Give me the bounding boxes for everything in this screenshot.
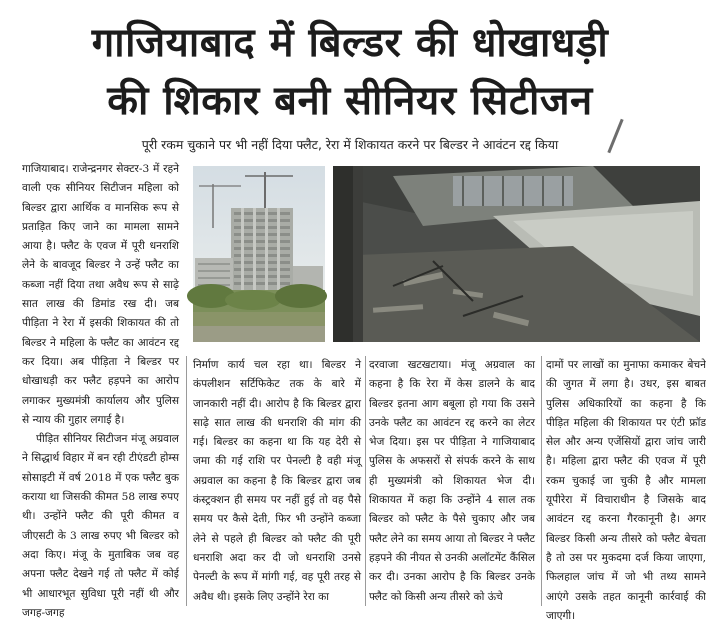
article-paragraph: गाजियाबाद। राजेन्द्रनगर सेक्टर-3 में रहने वाली एक सीनियर सिटीजन महिला को बिल्डर द्वारा आर्थिक व मानसिक रूप से प्रताड़ित किए जाने का मामला सामने आया है। फ्लैट के एवज में पूरी धनराशि लेने के बावजूद बिल्डर ने उन्हें फ्लैट का कब्जा नहीं दिया तथा अवैध रूप से साढ़े सात लाख की डिमांड रख दी। जब पीड़िता ने रेरा में इसकी शिकायत की तो बिल्डर ने महिला के फ्लैट का आवंटन रद्द कर दिया। अब पीड़िता ने बिल्डर पर धोखाधड़ी कर फ्लैट हड़पने का आरोप लगाकर मुख्यमंत्री कार्यालय और पुलिस से न्याय की गुहार लगाई है। xyxy=(22,163,179,426)
headline-line-1: गाजियाबाद में बिल्डर की धोखाधड़ी xyxy=(91,20,609,66)
article-paragraph: दरवाजा खटखटाया। मंजू अग्रवाल का कहना है कि रेरा में केस डालने के बाद बिल्डर इतना आग बबूला हो गया कि उसने उनके फ्लैट का आवंटन रद्द करने का लेटर भेज दिया। इस पर पीड़िता ने गाजियाबाद पुलिस के अफसरों से संपर्क करने के साथ ही मुख्यमंत्री को शिकायत भेज दी। शिकायत में कहा कि उन्होंने 4 साल तक बिल्डर को फ्लैट के पैसे चुकाए और जब फ्लैट लेने का समय आया तो बिल्डर ने फ्लैट हड़पने की नीयत से उनकी अलॉटमेंट कैंसिल कर दी। उनका आरोप है कि बिल्डर उनके फ्लैट को किसी अन्य तीसरे को ऊंचे xyxy=(369,359,535,603)
column-rule xyxy=(541,356,542,606)
headline-line-2: की शिकार बनी सीनियर सिटीजन xyxy=(107,78,593,124)
construction-site-interior-photo xyxy=(333,166,700,342)
column-rule xyxy=(186,356,187,606)
article-paragraph: दामों पर लाखों का मुनाफा कमाकर बेचने की जुगत में लगा है। उधर, इस बाबत पुलिस अधिकारियों का कहना है कि पीड़ित महिला की शिकायत पर एंटी फ्रॉड सेल और अन्य एजेंसियों द्वारा जांच जारी है। महिला द्वारा फ्लैट की एवज में पूरी रकम चुकाई जा चुकी है और मामला यूपीरेरा में विचाराधीन है जिसके बाद आवंटन रद्द करना गैरकानूनी है। अगर बिल्डर किसी अन्य तीसरे को फ्लैट बेचता है तो उस पर मुकदमा दर्ज किया जाएगा, फिलहाल जांच में जो भी तथ्य सामने आएंगे उसके तहत कानूनी कार्रवाई की जाएगी। xyxy=(546,359,706,622)
article-column-2 xyxy=(193,356,361,607)
construction-building-photo xyxy=(193,166,325,342)
article-column-3 xyxy=(369,356,535,607)
article-column-1 xyxy=(22,160,179,619)
article-paragraph: निर्माण कार्य चल रहा था। बिल्डर ने कंपलीशन सर्टिफिकेट तक के बारे में जानकारी नहीं दी। आरोप है कि बिल्डर द्वारा साढ़े सात लाख की धनराशि की मांग की गई। बिल्डर का कहना था कि यह देरी से जमा की गई राशि पर पेनल्टी है वही मंजू अग्रवाल का कहना है कि बिल्डर द्वारा जब कंस्ट्रक्शन ही समय पर नहीं हुई तो वह पैसे समय पर कैसे देती, फिर भी उन्होंने कब्जा लेने से पहले ही बिल्डर को फ्लैट की पूरी धनराशि अदा कर दी जो धनराशि उनसे पेनल्टी के रूप में मांगी गई, वह पूरी तरह से अवैध थी। इसके लिए उन्होंने रेरा का xyxy=(193,359,361,603)
column-rule xyxy=(365,356,366,606)
article-column-4 xyxy=(546,356,706,622)
article-paragraph: पीड़ित सीनियर सिटीजन मंजू अग्रवाल ने सिद्धार्थ विहार में बन रही टीएंडटी होम्स सोसाइटी में वर्ष 2018 में एक फ्लैट बुक कराया था जिसकी कीमत 58 लाख रुपए थी। उन्होंने फ्लैट की पूरी कीमत व जीएसटी के 3 लाख रुपए भी बिल्डर को अदा किए। मंजू के मुताबिक जब वह अपना फ्लैट देखने गई तो फ्लैट में कोई भी आधारभूत सुविधा पूरी नहीं थी और जगह-जगह xyxy=(22,433,179,619)
subheadline: पूरी रकम चुकाने पर भी नहीं दिया फ्लैट, रेरा में शिकायत करने पर बिल्डर ने आवंटन रद्द किया xyxy=(141,137,559,152)
